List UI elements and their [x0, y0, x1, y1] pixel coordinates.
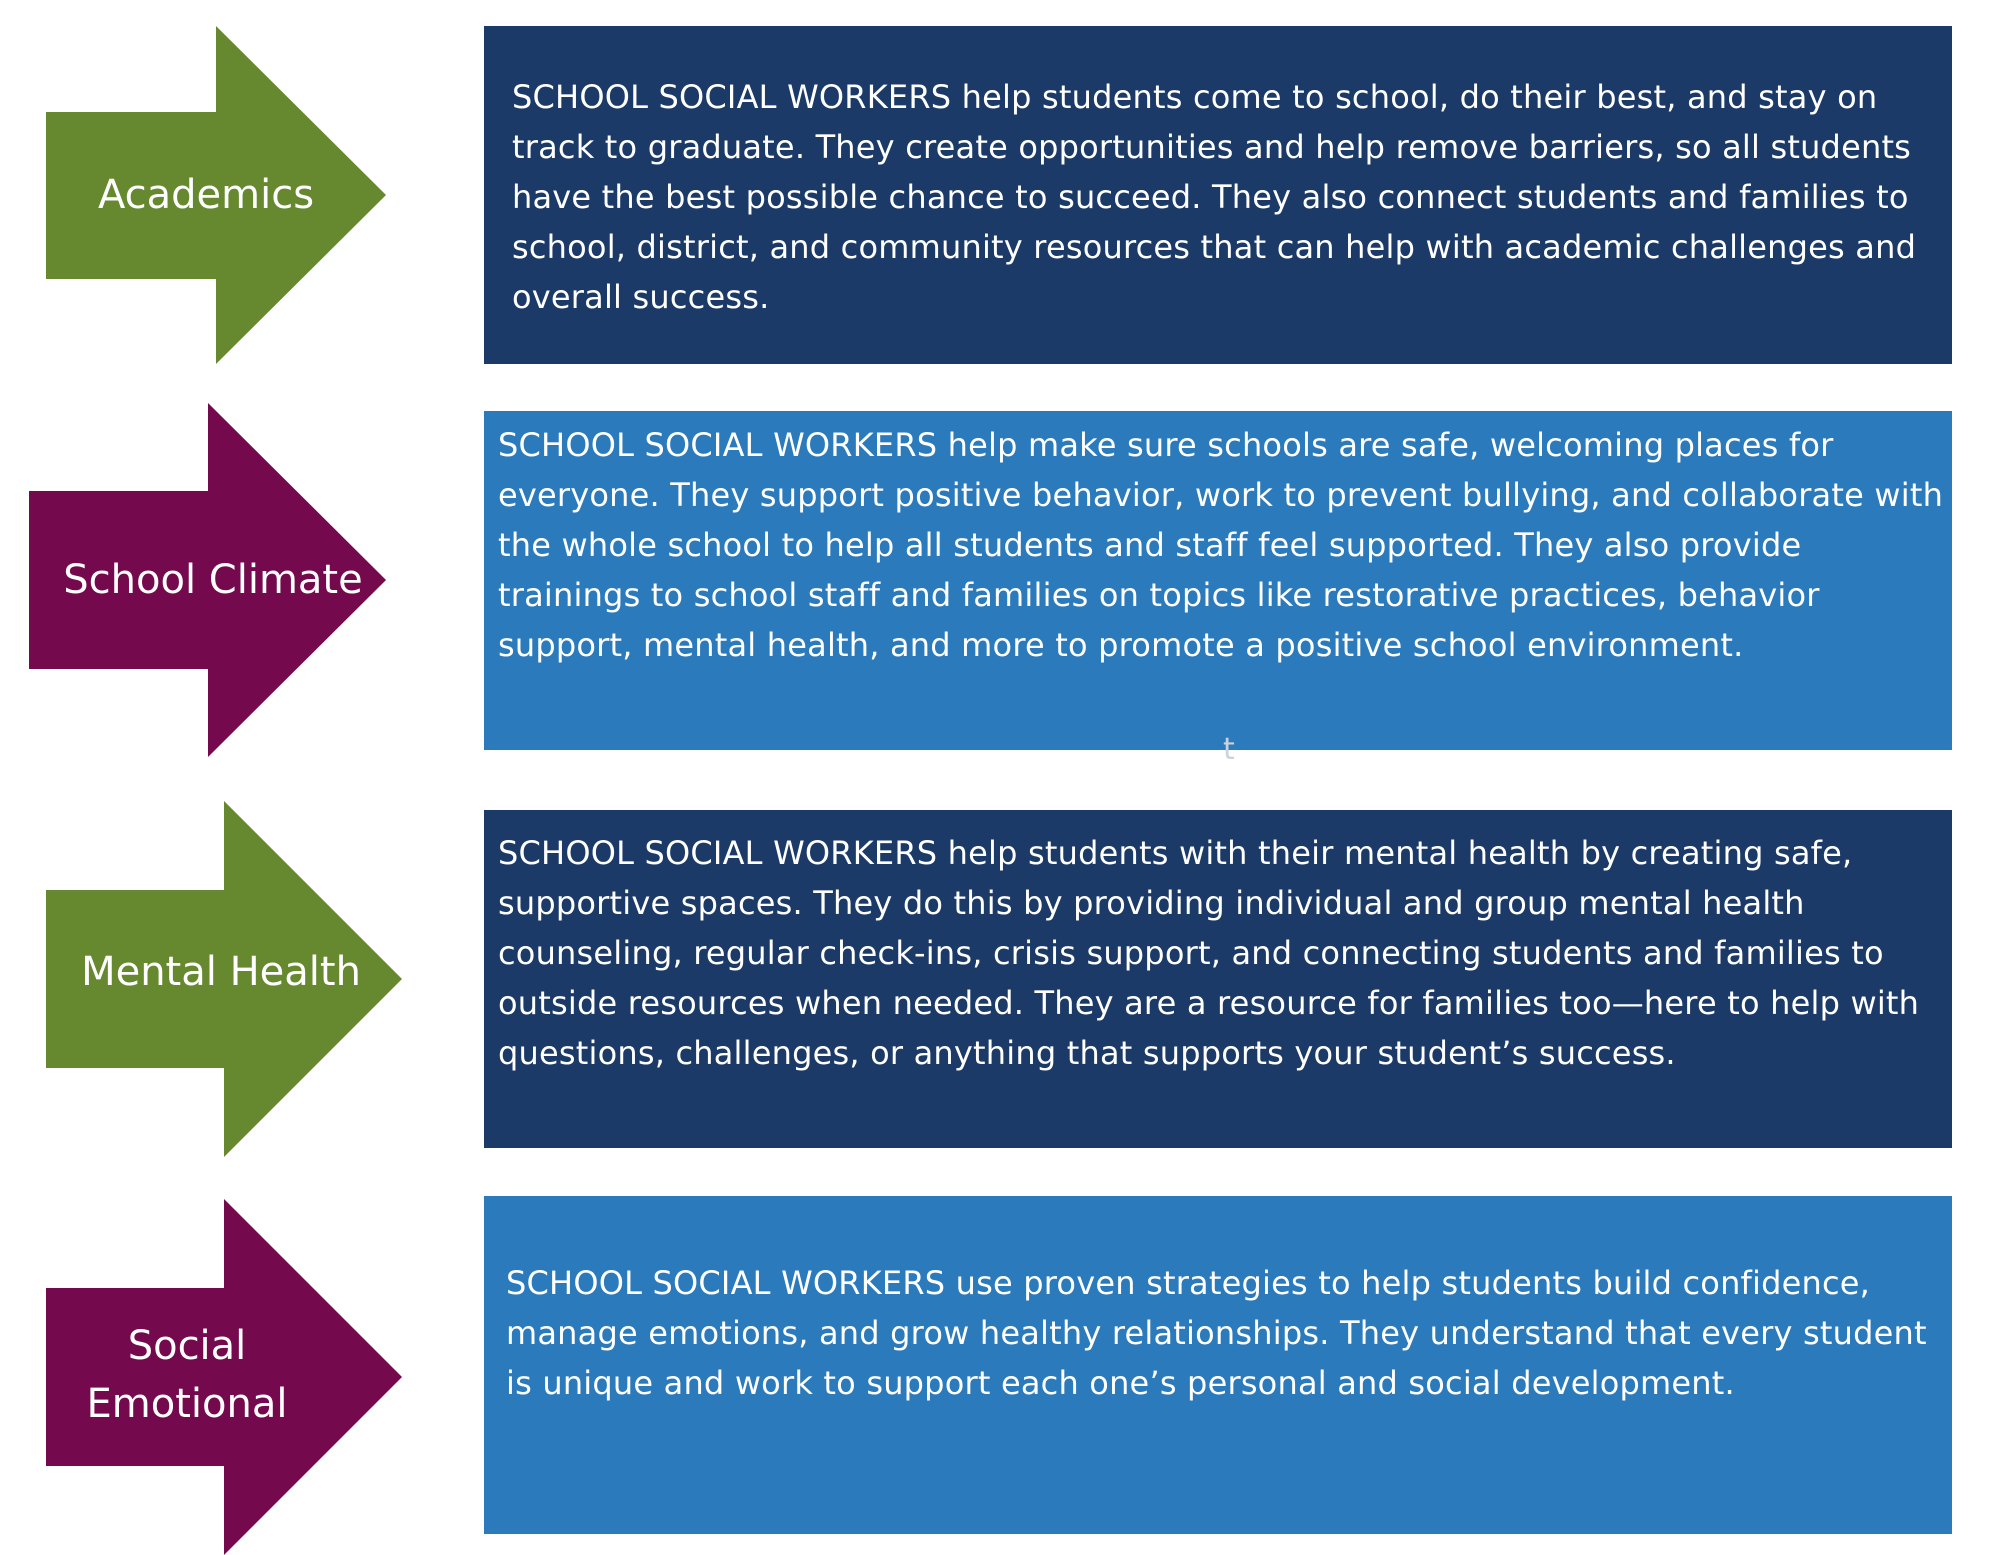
- description-box-social-emotional: [484, 1196, 1952, 1534]
- arrow-mental-health: [46, 801, 402, 1157]
- arrow-label-school-climate: School Climate: [63, 557, 363, 603]
- arrow-label-social-line1: Social: [127, 1323, 247, 1369]
- arrow-label-social-emotional: [46, 1317, 328, 1433]
- arrow-label-mental-health: Mental Health: [81, 949, 361, 995]
- description-box-school-climate: [484, 411, 1952, 750]
- arrow-social-emotional: [46, 1199, 402, 1555]
- stray-mark: t: [1223, 732, 1235, 767]
- description-text-academics: SCHOOL SOCIAL WORKERS help students come to school, do their best, and stay on track to graduate. They create opportunities and help remove barriers, so all students have the best possible chance to succeed. They also connect students and families to school, district, and community resources that can help with academic challenges and overall success.: [512, 78, 1917, 316]
- description-text-social-emotional: SCHOOL SOCIAL WORKERS use proven strategies to help students build confidence, manage emotions, and grow healthy relationships. They understand that every student is unique and work to support each one’s personal and social development.: [506, 1264, 1927, 1402]
- arrow-label-emotional-line2: Emotional: [86, 1381, 288, 1427]
- arrow-label-academics: Academics: [97, 172, 315, 218]
- description-box-mental-health: [484, 810, 1952, 1148]
- description-text-mental-health: SCHOOL SOCIAL WORKERS help students with their mental health by creating safe, supportive spaces. They do this by providing individual and group mental health counseling, regular check-ins, crisis support, and connecting students and families to outside resources when needed. They are a resource for families too—here to help with questions, challenges, or anything that supports your student’s success.: [498, 834, 1920, 1072]
- description-text-school-climate: SCHOOL SOCIAL WORKERS help make sure schools are safe, welcoming places for everyone. They support positive behavior, work to prevent bullying, and collaborate with the whole school to help all students and staff feel supported. They also provide trainings to school staff and families on topics like restorative practices, behavior support, mental health, and more to promote a positive school environment.: [498, 426, 1944, 664]
- description-box-academics: [484, 26, 1952, 364]
- arrow-academics: [46, 26, 386, 364]
- arrow-school-climate: [29, 403, 386, 757]
